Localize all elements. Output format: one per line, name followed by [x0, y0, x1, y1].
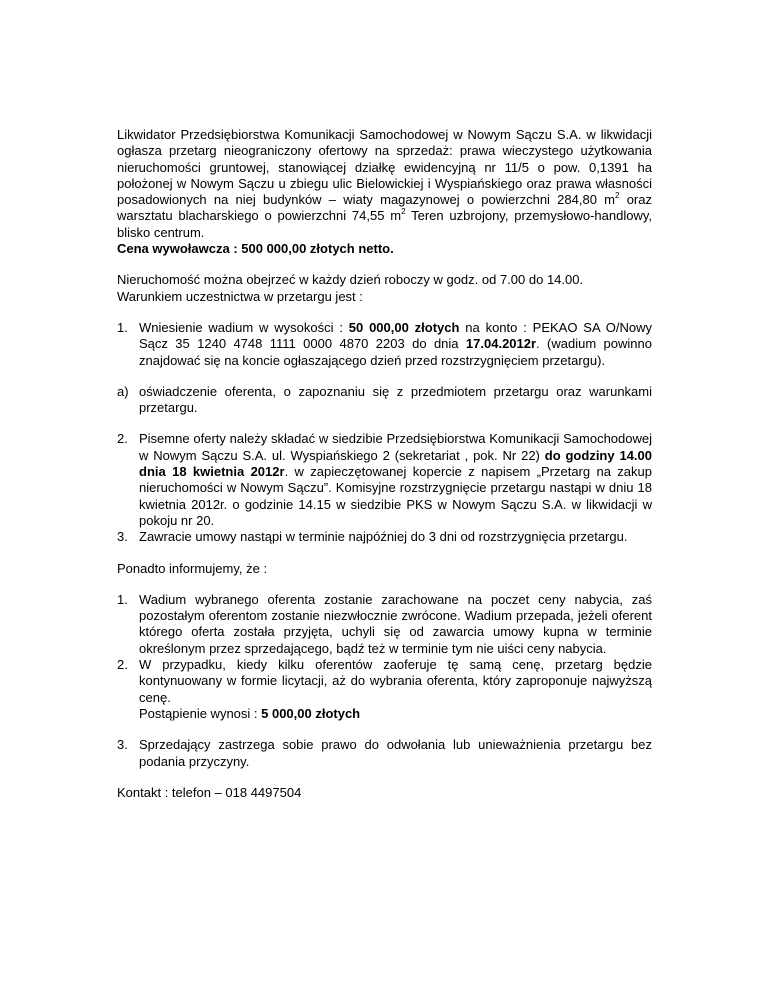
condition-item-1: 1. Wniesienie wadium w wysokości : 50 000,00 złotych na konto : PEKAO SA O/Nowy Sącz 35 1240 4748 1111 0000 4870 2203 do dnia 17.04.2012r. (wadium powinno znajdować się na koncie ogłaszającego dzień przed rozstrzygnięciem przetargu).: [117, 319, 652, 368]
superscript-2: 2: [401, 207, 406, 217]
list-number: 2.: [117, 431, 128, 447]
list-number: 3.: [117, 737, 128, 753]
intro-paragraph: [117, 127, 652, 241]
intro-text-1: Likwidator Przedsiębiorstwa Komunikacji Samochodowej w Nowym Sączu S.A. w likwidacji ogłasza przetarg nieograniczony ofertowy na sprzedaż: prawa wieczystego użytkowania nieruchomości gruntowej, stanowiącej działkę ewidencyjną nr 11/5 o pow. 0,1391 ha położonej w Nowym Sączu u zbiegu ulic Bielowickiej i Wyspiańskiego oraz prawa własności posadowionych na niej budynków – wiaty magazynowej o powierzchni 284,80 m: [117, 127, 652, 208]
participation-conditions-heading: Warunkiem uczestnictwa w przetargu jest :: [117, 288, 363, 304]
info-item-2: 2. W przypadku, kiedy kilku oferentów zaoferuje tę samą cenę, przetarg będzie kontynuowany w formie licytacji, aż do wybrania oferenta, który zaproponuje najwyższą cenę. Postąpienie wynosi : 5 000,00 złotych: [117, 657, 652, 721]
list-number: 1.: [117, 591, 128, 607]
condition-item-3: 3. Zawracie umowy nastąpi w terminie najpóźniej do 3 dni od rozstrzygnięcia przetargu.: [117, 529, 628, 545]
bid-increment: Postąpienie wynosi : 5 000,00 złotych: [139, 705, 361, 721]
info-item-1: 1. Wadium wybranego oferenta zostanie zarachowane na poczet ceny nabycia, zaś pozostałym oferentom zostanie niezwłocznie zwrócone. Wadium przepada, jeżeli oferent którego oferta została przyjęta, uchyli się od zawarcia umowy kupna w terminie określonym przez sprzedającego, bądź też w terminie tym nie uiści ceny nabycia.: [117, 591, 652, 656]
condition-item-2: 2. Pisemne oferty należy składać w siedzibie Przedsiębiorstwa Komunikacji Samochodowej w Nowym Sączu S.A. ul. Wyspiańskiego 2 (sekretariat , pok. Nr 22) do godziny 14.00 dnia 18 kwietnia 2012r. w zapieczętowanej kopercie z napisem „Przetarg na zakup nieruchomości w Nowym Sączu”. Komisyjne rozstrzygnięcie przetargu nastąpi w dniu 18 kwietnia 2012r. o godzinie 14.15 w siedzibie PKS w Nowym Sączu S.A. w likwidacji w pokoju nr 20.: [117, 431, 652, 528]
starting-price: Cena wywoławcza : 500 000,00 złotych netto.: [117, 241, 394, 257]
info-item-3: 3. Sprzedający zastrzega sobie prawo do odwołania lub unieważnienia przetargu bez podania przyczyny.: [117, 737, 652, 769]
list-number: 3.: [117, 529, 128, 545]
superscript-2: 2: [615, 191, 620, 201]
bid-increment-value: 5 000,00 złotych: [261, 705, 361, 721]
deposit-amount: 50 000,00 złotych: [348, 319, 460, 335]
intro-text-3: Teren uzbrojony, przemysłowo-handlowy, blisko centrum.: [117, 208, 653, 240]
deposit-date: 17.04.2012r: [465, 336, 537, 352]
viewing-info: Nieruchomość można obejrzeć w każdy dzień roboczy w godz. od 7.00 do 14.00.: [117, 272, 584, 288]
intro-text-2: oraz warsztatu blacharskiego o powierzchni 74,55 m: [117, 192, 652, 224]
info-heading: Ponadto informujemy, że :: [117, 560, 268, 576]
document-page: [117, 127, 652, 801]
list-number: 2.: [117, 657, 128, 673]
offer-deadline: do godziny 14.00 dnia 18 kwietnia 2012r: [139, 447, 652, 480]
condition-item-a: a) oświadczenie oferenta, o zapoznaniu się z przedmiotem przetargu oraz warunkami przetargu.: [117, 383, 652, 416]
list-number: 1.: [117, 319, 128, 335]
contact-line: Kontakt : telefon – 018 4497504: [117, 784, 302, 800]
list-number: a): [117, 383, 129, 399]
